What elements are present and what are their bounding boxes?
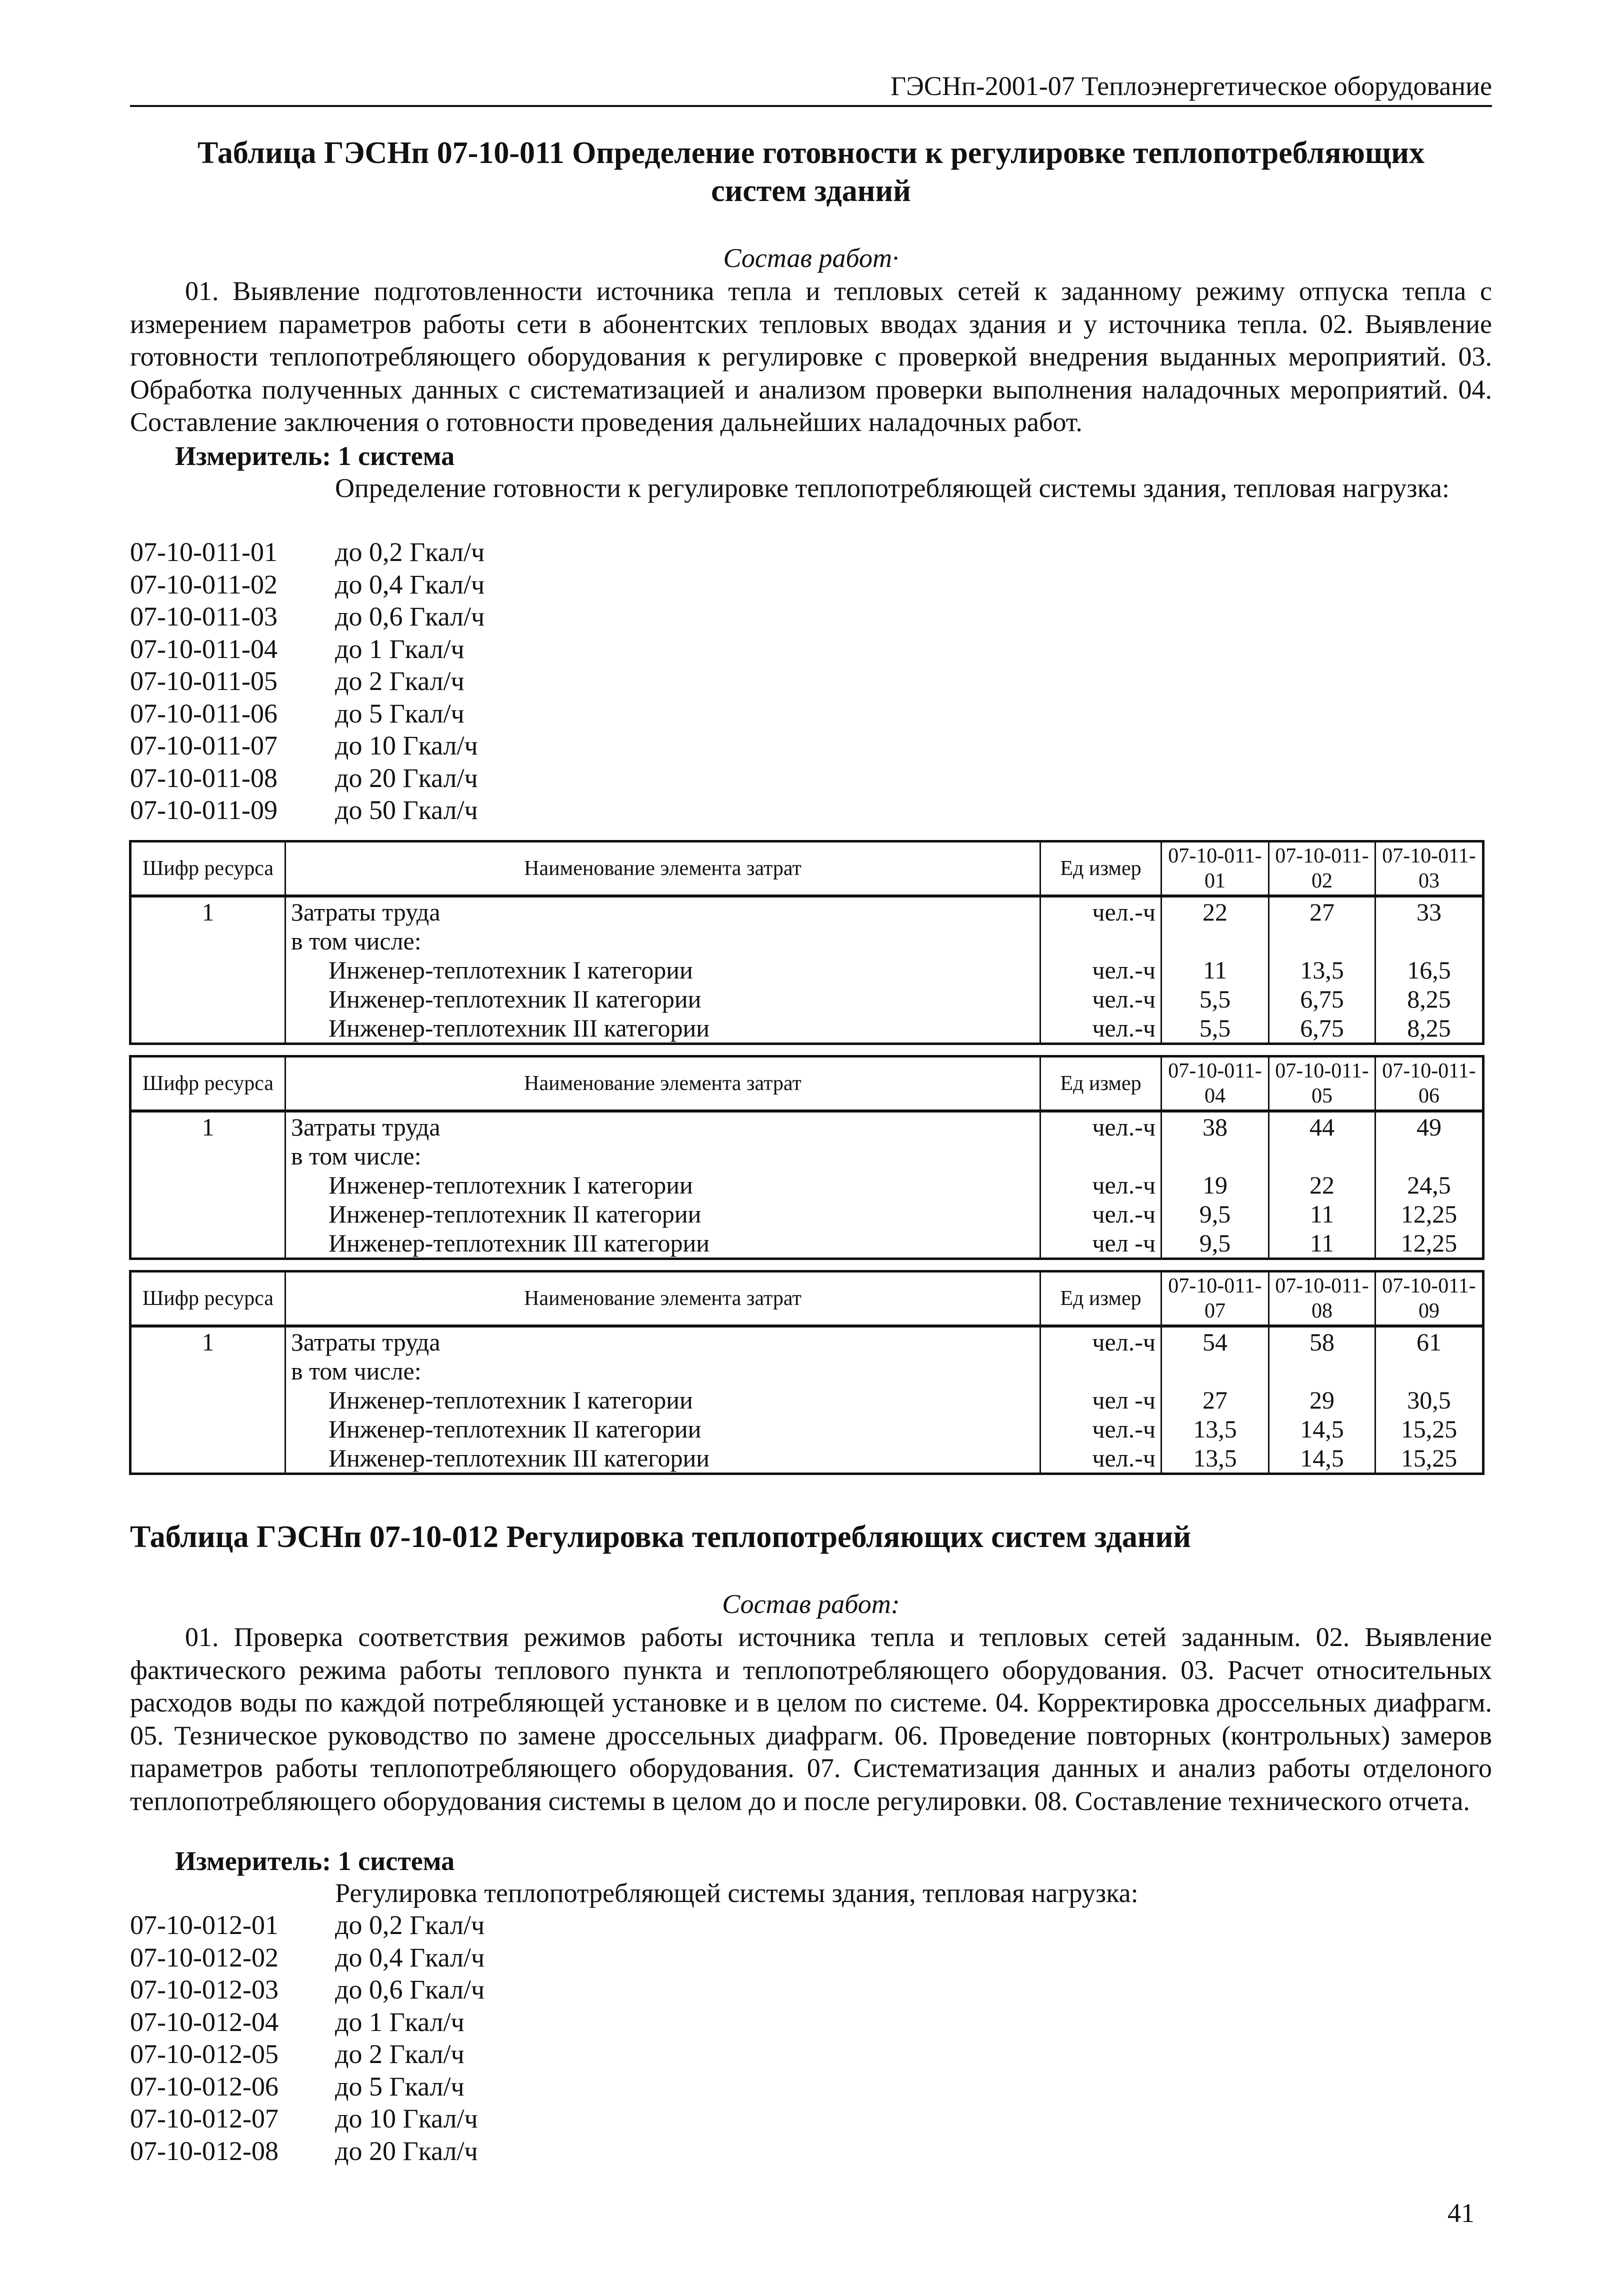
items-intro: Определение готовности к регулировке теплопотребляющей системы здания, тепловая нагрузка: [335,473,1450,503]
table-header-row [130,1056,1484,1112]
cost-element-name: в том числе: [286,1142,1040,1170]
table-row [130,1014,1484,1044]
item-label: до 0,6 Гкал/ч [335,602,485,632]
norm-value [1162,926,1269,956]
list-item [130,536,484,568]
column-header: 07-10-011-01 [1162,842,1269,896]
norm-value: 27 [1269,896,1376,926]
norm-value: 6,75 [1269,984,1376,1014]
unit: чел.-ч [1040,896,1162,926]
list-item [130,2070,484,2103]
norm-value: 12,25 [1376,1200,1484,1228]
list-item [130,2038,484,2070]
table-row [130,1356,1484,1386]
item-code: 07-10-012-07 [130,2104,278,2134]
resource-code [130,984,286,1014]
composition-label: Состав работ: [722,1589,900,1619]
table-row [130,1386,1484,1414]
norm-value: 14,5 [1269,1444,1376,1474]
item-label: до 10 Гкал/ч [335,2104,478,2134]
unit: чел.-ч [1040,1170,1162,1200]
item-code: 07-10-012-06 [130,2071,278,2102]
column-header: Ед измер [1040,1272,1162,1326]
column-header: Наименование элемента затрат [286,1056,1040,1112]
unit [1040,1142,1162,1170]
list-item [130,2006,484,2038]
cost-element-name: Инженер-теплотехник II категории [286,984,1040,1014]
resource-code [130,1142,286,1170]
item-label: до 5 Гкал/ч [335,698,464,728]
table-row [130,984,1484,1014]
norm-value: 22 [1269,1170,1376,1200]
column-header: Наименование элемента затрат [286,842,1040,896]
item-label: до 0,4 Гкал/ч [335,1942,485,1972]
norm-value: 9,5 [1162,1200,1269,1228]
item-code: 07-10-011-02 [130,569,278,600]
table-row [130,1111,1484,1142]
item-label: до 10 Гкал/ч [335,730,478,760]
column-header: 07-10-011-04 [1162,1056,1269,1112]
norm-value: 5,5 [1162,1014,1269,1044]
table-row [130,896,1484,926]
norm-value: 13,5 [1269,956,1376,984]
cost-element-name: Инженер-теплотехник III категории [286,1444,1040,1474]
unit: чел.-ч [1040,1326,1162,1356]
list-item [130,2102,484,2135]
unit: чел.-ч [1040,1414,1162,1444]
item-label: до 0,6 Гкал/ч [335,1974,485,2004]
unit: чел.-ч [1040,1444,1162,1474]
unit [1040,926,1162,956]
column-header: 07-10-011-02 [1269,842,1376,896]
norm-value: 8,25 [1376,1014,1484,1044]
section-title [130,134,1492,210]
cost-element-name: Затраты труда [286,1111,1040,1142]
item-code: 07-10-011-01 [130,537,278,567]
item-label: до 5 Гкал/ч [335,2071,464,2102]
list-item [130,2135,484,2168]
norm-value: 44 [1269,1111,1376,1142]
unit: чел.-ч [1040,1200,1162,1228]
item-code: 07-10-012-01 [130,1910,278,1940]
item-code: 07-10-011-03 [130,602,278,632]
table-row [130,1326,1484,1356]
column-header: 07-10-011-03 [1376,842,1484,896]
unit: чел -ч [1040,1386,1162,1414]
item-code: 07-10-012-02 [130,1942,278,1972]
item-code: 07-10-011-04 [130,634,278,664]
cost-element-name: Инженер-теплотехник II категории [286,1414,1040,1444]
norm-value: 58 [1269,1326,1376,1356]
item-code: 07-10-012-04 [130,2006,278,2037]
norm-value: 30,5 [1376,1386,1484,1414]
item-label: до 0,2 Гкал/ч [335,537,485,567]
column-header: Шифр ресурса [130,1056,286,1112]
resource-code [130,956,286,984]
cost-element-name: Затраты труда [286,896,1040,926]
item-label: до 1 Гкал/ч [335,634,464,664]
norm-value: 13,5 [1162,1444,1269,1474]
resource-code [130,1228,286,1259]
items-intro: Регулировка теплопотребляющей системы здания, тепловая нагрузка: [335,1878,1138,1908]
norm-value: 22 [1162,896,1269,926]
title-line-1: Таблица ГЭСНп 07-10-012 Регулировка теплопотребляющих систем зданий [130,1520,1192,1554]
cost-element-name: Инженер-теплотехник I категории [286,1170,1040,1200]
resource-code [130,1414,286,1444]
table-row [130,956,1484,984]
table-row [130,1228,1484,1259]
norm-value: 15,25 [1376,1414,1484,1444]
cost-element-name: Инженер-теплотехник III категории [286,1014,1040,1044]
cost-element-name: Затраты труда [286,1326,1040,1356]
norm-value [1162,1142,1269,1170]
item-code: 07-10-012-08 [130,2136,278,2166]
resource-code [130,1200,286,1228]
table-row [130,1444,1484,1474]
item-label: до 0,2 Гкал/ч [335,1910,485,1940]
list-item [130,633,484,666]
item-label: до 1 Гкал/ч [335,2006,464,2037]
item-label: до 50 Гкал/ч [335,795,478,825]
norm-value [1269,926,1376,956]
norm-value: 12,25 [1376,1228,1484,1259]
meter-label: Измеритель: 1 система [175,1846,455,1876]
item-code: 07-10-011-05 [130,666,278,696]
resource-table [129,1270,1484,1475]
column-header: 07-10-011-05 [1269,1056,1376,1112]
column-header: Ед измер [1040,1056,1162,1112]
item-code: 07-10-011-06 [130,698,278,728]
item-label: до 20 Гкал/ч [335,762,478,793]
resource-code: 1 [130,1111,286,1142]
norm-value: 5,5 [1162,984,1269,1014]
running-header: ГЭСНп-2001-07 Теплоэнергетическое оборудование [130,70,1492,107]
unit: чел.-ч [1040,956,1162,984]
table-row [130,1200,1484,1228]
resource-table [129,840,1484,1045]
resource-code: 1 [130,1326,286,1356]
unit: чел -ч [1040,1228,1162,1259]
cost-element-name: Инженер-теплотехник I категории [286,956,1040,984]
cost-element-name: в том числе: [286,926,1040,956]
section-title [130,1518,1492,1556]
title-line-2: систем зданий [711,174,911,208]
resource-code [130,926,286,956]
norm-value: 24,5 [1376,1170,1484,1200]
item-list [130,536,484,826]
norm-value: 15,25 [1376,1444,1484,1474]
item-label: до 2 Гкал/ч [335,2039,464,2069]
norm-value: 11 [1269,1200,1376,1228]
norm-value [1162,1356,1269,1386]
cost-element-name: Инженер-теплотехник II категории [286,1200,1040,1228]
norm-value: 38 [1162,1111,1269,1142]
column-header: 07-10-011-06 [1376,1056,1484,1112]
list-item [130,794,484,826]
list-item [130,1942,484,1974]
norm-value [1269,1356,1376,1386]
resource-code [130,1386,286,1414]
cost-element-name: Инженер-теплотехник III категории [286,1228,1040,1259]
item-code: 07-10-012-03 [130,1974,278,2004]
table-header-row [130,842,1484,896]
column-header: 07-10-011-08 [1269,1272,1376,1326]
column-header: Шифр ресурса [130,842,286,896]
item-code: 07-10-011-09 [130,795,278,825]
resource-code [130,1444,286,1474]
column-header: 07-10-011-07 [1162,1272,1269,1326]
unit: чел.-ч [1040,984,1162,1014]
composition-label: Состав работ· [723,243,899,273]
item-label: до 20 Гкал/ч [335,2136,478,2166]
table-row [130,926,1484,956]
resource-code [130,1014,286,1044]
norm-value: 19 [1162,1170,1269,1200]
norm-value: 29 [1269,1386,1376,1414]
item-label: до 0,4 Гкал/ч [335,569,485,600]
item-label: до 2 Гкал/ч [335,666,464,696]
list-item [130,762,484,794]
table-row [130,1170,1484,1200]
unit [1040,1356,1162,1386]
list-item [130,698,484,730]
column-header: Ед измер [1040,842,1162,896]
norm-value [1376,1356,1484,1386]
list-item [130,665,484,698]
meter-label: Измеритель: 1 система [175,441,455,471]
unit: чел.-ч [1040,1111,1162,1142]
title-line-1: Таблица ГЭСНп 07-10-011 Определение готовности к регулировке теплопотребляющих [198,136,1424,170]
list-item [130,600,484,633]
norm-value: 27 [1162,1386,1269,1414]
column-header: 07-10-011-09 [1376,1272,1484,1326]
norm-value: 6,75 [1269,1014,1376,1044]
column-header: Шифр ресурса [130,1272,286,1326]
cost-element-name: Инженер-теплотехник I категории [286,1386,1040,1414]
list-item [130,1974,484,2006]
item-code: 07-10-011-08 [130,762,278,793]
norm-value: 14,5 [1269,1414,1376,1444]
resource-code [130,1170,286,1200]
table-header-row [130,1272,1484,1326]
composition-text: 01. Выявление подготовленности источника тепла и тепловых сетей к заданному режиму отпуска тепла с измерением параметров работы сети в абонентских тепловых вводах здания и у источника тепла. 02. Выявление готовности теплопотребляющего оборудования к регулировке с проверкой внедрения выданных мероприятий. 03. Обработка полученных данных с систематизацией и анализом проверки выполнения наладочных мероприятий. 04. Составление заключения о готовности проведения дальнейших наладочных работ. [130,276,1492,437]
norm-value: 49 [1376,1111,1484,1142]
composition-text: 01. Проверка соответствия режимов работы источника тепла и тепловых сетей заданным. 02. Выявление фактического режима работы теплового пункта и теплопотребляющего оборудования. 03. Расчет относительных расходов воды по каждой потребляющей установке и в целом по системе. 04. Корректировка дроссельных диафрагм. 05. Тезническое руководство по замене дроссельных диафрагм. 06. Проведение повторных (контрольных) замеров параметров работы теплопотребляющего оборудования. 07. Систематизация данных и анализ работы отделоного теплопотребляющего оборудования системы в целом до и после регулировки. 08. Составление технического отчета. [130,1622,1492,1816]
list-item [130,1909,484,1942]
table-row [130,1142,1484,1170]
norm-value: 9,5 [1162,1228,1269,1259]
unit: чел.-ч [1040,1014,1162,1044]
norm-value [1269,1142,1376,1170]
list-item [130,730,484,762]
resource-table [129,1055,1484,1260]
norm-value: 11 [1162,956,1269,984]
table-row [130,1414,1484,1444]
norm-value: 16,5 [1376,956,1484,984]
norm-value: 8,25 [1376,984,1484,1014]
norm-value [1376,1142,1484,1170]
norm-value: 13,5 [1162,1414,1269,1444]
resource-code: 1 [130,896,286,926]
list-item [130,568,484,601]
resource-code [130,1356,286,1386]
item-code: 07-10-012-05 [130,2039,278,2069]
column-header: Наименование элемента затрат [286,1272,1040,1326]
page-number: 41 [1448,2198,1474,2228]
norm-value: 54 [1162,1326,1269,1356]
norm-value: 33 [1376,896,1484,926]
item-code: 07-10-011-07 [130,730,278,760]
cost-element-name: в том числе: [286,1356,1040,1386]
norm-value [1376,926,1484,956]
norm-value: 11 [1269,1228,1376,1259]
item-list [130,1909,484,2167]
norm-value: 61 [1376,1326,1484,1356]
